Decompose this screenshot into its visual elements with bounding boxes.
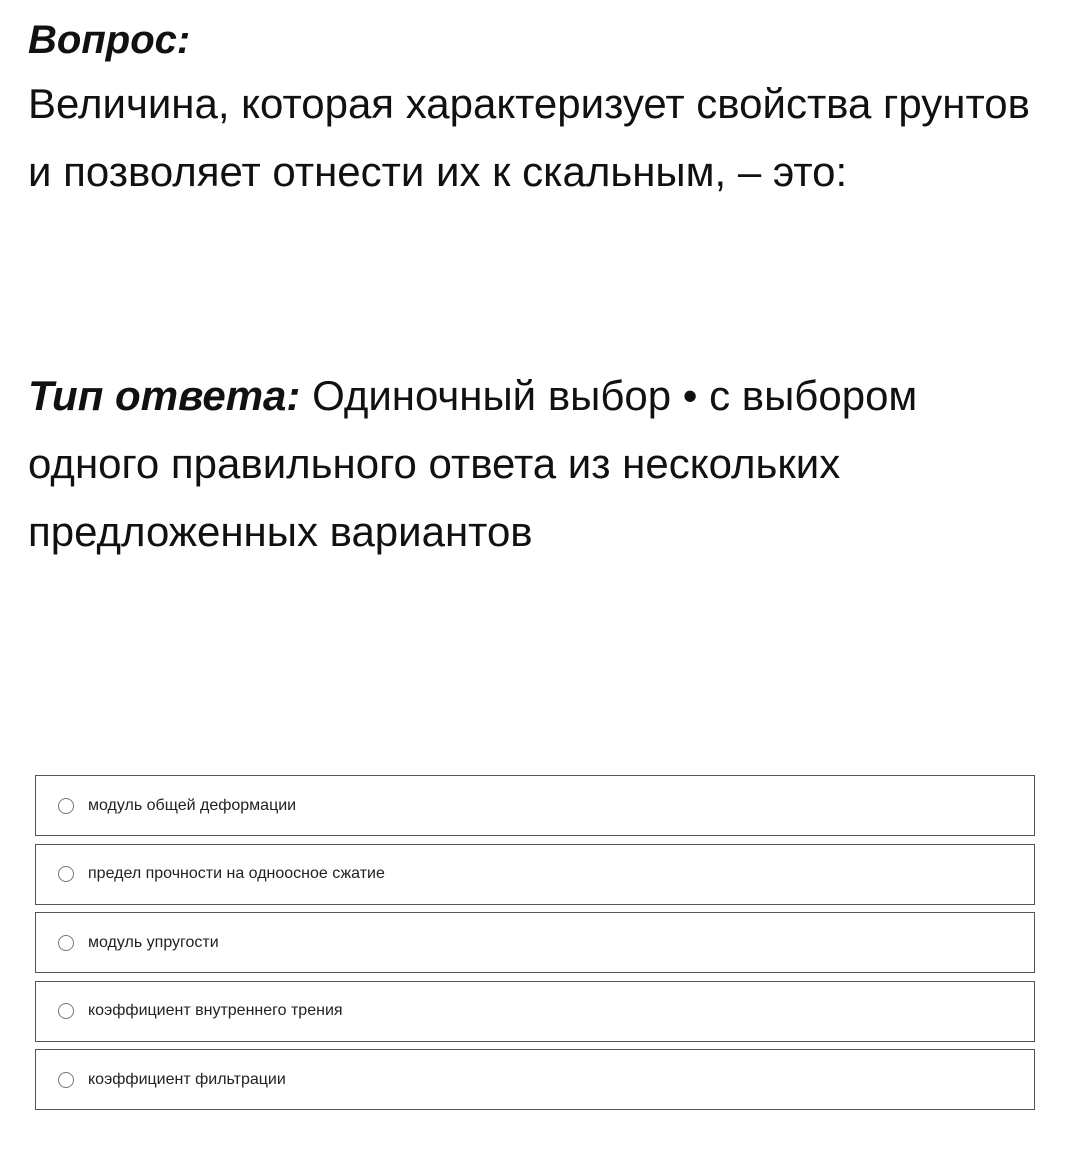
answer-option-label: коэффициент фильтрации — [88, 1070, 286, 1088]
radio-button-icon[interactable] — [58, 866, 74, 882]
answer-option-label: коэффициент внутреннего трения — [88, 1002, 343, 1019]
answer-option[interactable] — [35, 844, 1035, 905]
question-block — [28, 12, 1038, 206]
question-text: Величина, которая характеризует свойства грунтов и позволяет отнести их к скальным, – это: — [28, 80, 1030, 195]
answer-option[interactable] — [35, 1049, 1035, 1110]
answer-option-label: предел прочности на одноосное сжатие — [88, 865, 385, 882]
radio-button-icon[interactable] — [58, 1072, 74, 1088]
answer-type-label: Тип ответа: — [28, 372, 301, 419]
answer-option[interactable] — [35, 912, 1035, 973]
answer-option[interactable] — [35, 775, 1035, 836]
answer-type — [28, 362, 1038, 566]
answer-option[interactable] — [35, 981, 1035, 1042]
radio-button-icon[interactable] — [58, 1003, 74, 1019]
radio-button-icon[interactable] — [58, 798, 74, 814]
answer-option-label: модуль общей деформации — [88, 796, 297, 814]
answer-option-label: модуль упругости — [88, 933, 219, 951]
question-label: Вопрос: — [28, 18, 191, 62]
answer-type-text: Одиночный выбор • с выбором одного правильного ответа из нескольких предложенных вариантов — [28, 372, 918, 555]
answer-options-list — [35, 775, 1035, 1118]
radio-button-icon[interactable] — [58, 935, 74, 951]
